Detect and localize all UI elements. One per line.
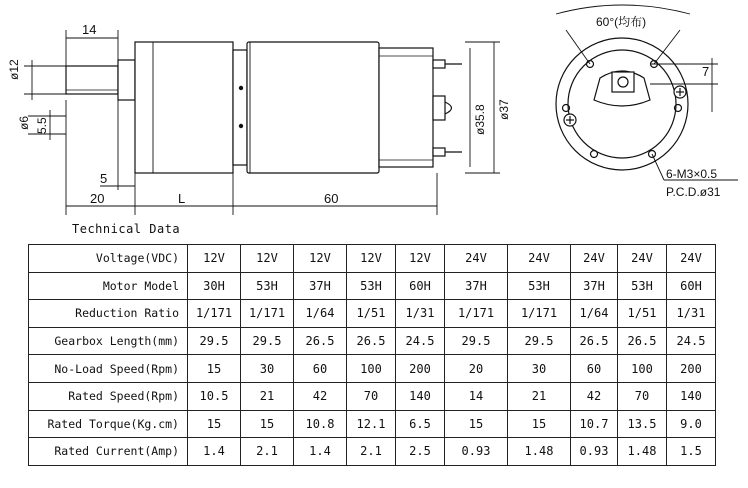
table-cell: 26.5 [618, 327, 667, 355]
shaft-collar [118, 60, 135, 100]
table-cell: 100 [618, 355, 667, 383]
table-cell: 6.5 [396, 410, 445, 438]
table-cell: 29.5 [508, 327, 571, 355]
table-cell: 24V [445, 245, 508, 273]
table-cell: 1.5 [667, 438, 716, 466]
table-row [29, 438, 716, 466]
technical-data-title: Technical Data [72, 222, 181, 236]
table-cell: 26.5 [294, 327, 347, 355]
dim-d6: ø6 [17, 115, 31, 130]
terminal-mid [433, 96, 445, 120]
table-row [29, 300, 716, 328]
table-cell: 60H [667, 272, 716, 300]
table-row [29, 382, 716, 410]
row-label: Rated Speed(Rpm) [29, 382, 188, 410]
dim-flat: 5.5 [35, 117, 49, 134]
table-cell: 15 [508, 410, 571, 438]
table-cell: 42 [571, 382, 618, 410]
table-cell: 12.1 [347, 410, 396, 438]
table-cell: 29.5 [188, 327, 241, 355]
table-cell: 140 [396, 382, 445, 410]
row-label: Rated Current(Amp) [29, 438, 188, 466]
table-cell: 1.48 [508, 438, 571, 466]
dim-shaft-diameter: ø12 [7, 59, 21, 80]
table-cell: 9.0 [667, 410, 716, 438]
table-cell: 10.5 [188, 382, 241, 410]
table-cell: 53H [618, 272, 667, 300]
table-cell: 26.5 [347, 327, 396, 355]
row-label: Reduction Ratio [29, 300, 188, 328]
table-cell: 37H [445, 272, 508, 300]
table-cell: 24V [571, 245, 618, 273]
table-cell: 70 [618, 382, 667, 410]
row-label: Rated Torque(Kg.cm) [29, 410, 188, 438]
table-cell: 24.5 [396, 327, 445, 355]
motor-end-cap [379, 48, 433, 167]
table-cell: 24V [508, 245, 571, 273]
table-cell: 0.93 [571, 438, 618, 466]
table-cell: 1/31 [667, 300, 716, 328]
dim-motor-dia-inner: ø35.8 [473, 104, 487, 135]
table-cell: 53H [508, 272, 571, 300]
dim-screw: 6-M3×0.5 [666, 167, 718, 181]
table-cell: 12V [294, 245, 347, 273]
dim-pcd: P.C.D.ø31 [666, 185, 721, 199]
table-cell: 53H [241, 272, 294, 300]
table-cell: 60 [571, 355, 618, 383]
gearbox-body [135, 42, 233, 173]
table-cell: 30H [188, 272, 241, 300]
table-cell: 26.5 [571, 327, 618, 355]
table-cell: 2.1 [347, 438, 396, 466]
side-view [66, 42, 462, 173]
motor-body [247, 42, 379, 173]
dim-angle: 60°(均布) [596, 15, 647, 29]
output-shaft-face [612, 72, 634, 92]
row-label: Voltage(VDC) [29, 245, 188, 273]
dim-60: 60 [324, 191, 339, 206]
table-cell: 60 [294, 355, 347, 383]
table-cell: 100 [347, 355, 396, 383]
table-cell: 1/31 [396, 300, 445, 328]
dim-5: 5 [100, 171, 108, 186]
table-cell: 1/171 [445, 300, 508, 328]
table-cell: 12V [241, 245, 294, 273]
table-cell: 1/64 [571, 300, 618, 328]
table-cell: 12V [188, 245, 241, 273]
table-row [29, 245, 716, 273]
table-cell: 1.48 [618, 438, 667, 466]
table-row [29, 410, 716, 438]
table-cell: 21 [508, 382, 571, 410]
dim-7: 7 [702, 64, 710, 79]
gearbox-motor-joint [233, 50, 247, 165]
table-cell: 10.7 [571, 410, 618, 438]
table-cell: 53H [347, 272, 396, 300]
table-cell: 29.5 [241, 327, 294, 355]
table-cell: 30 [508, 355, 571, 383]
table-cell: 1.4 [294, 438, 347, 466]
table-cell: 70 [347, 382, 396, 410]
motor-dimension-drawing [0, 0, 748, 220]
table-cell: 15 [188, 410, 241, 438]
table-cell: 2.5 [396, 438, 445, 466]
table-cell: 12V [347, 245, 396, 273]
table-cell: 1/171 [508, 300, 571, 328]
table-cell: 24.5 [667, 327, 716, 355]
table-cell: 1/51 [347, 300, 396, 328]
table-cell: 140 [667, 382, 716, 410]
terminal-bottom [433, 148, 445, 156]
row-label: No-Load Speed(Rpm) [29, 355, 188, 383]
row-label: Motor Model [29, 272, 188, 300]
table-cell: 15 [188, 355, 241, 383]
table-cell: 24V [618, 245, 667, 273]
dim-L: L [178, 191, 186, 206]
table-cell: 14 [445, 382, 508, 410]
table-cell: 0.93 [445, 438, 508, 466]
table-row [29, 272, 716, 300]
table-cell: 37H [571, 272, 618, 300]
table-cell: 13.5 [618, 410, 667, 438]
table-cell: 1/64 [294, 300, 347, 328]
front-view [556, 38, 688, 170]
table-row [29, 327, 716, 355]
terminal-top [433, 60, 445, 68]
table-cell: 30 [241, 355, 294, 383]
table-cell: 60H [396, 272, 445, 300]
table-cell: 12V [396, 245, 445, 273]
dim-motor-dia: ø37 [497, 99, 511, 120]
table-cell: 15 [445, 410, 508, 438]
table-cell: 10.8 [294, 410, 347, 438]
table-cell: 29.5 [445, 327, 508, 355]
table-cell: 1/51 [618, 300, 667, 328]
table-cell: 42 [294, 382, 347, 410]
table-cell: 1/171 [241, 300, 294, 328]
table-cell: 1/171 [188, 300, 241, 328]
table-cell: 21 [241, 382, 294, 410]
dim-shaft-length: 14 [82, 22, 97, 37]
technical-data-table [28, 244, 716, 466]
table-cell: 1.4 [188, 438, 241, 466]
dim-20: 20 [90, 191, 105, 206]
table-cell: 37H [294, 272, 347, 300]
row-label: Gearbox Length(mm) [29, 327, 188, 355]
table-cell: 200 [667, 355, 716, 383]
table-cell: 200 [396, 355, 445, 383]
table-cell: 24V [667, 245, 716, 273]
table-cell: 20 [445, 355, 508, 383]
table-cell: 15 [241, 410, 294, 438]
table-cell: 2.1 [241, 438, 294, 466]
table-row [29, 355, 716, 383]
